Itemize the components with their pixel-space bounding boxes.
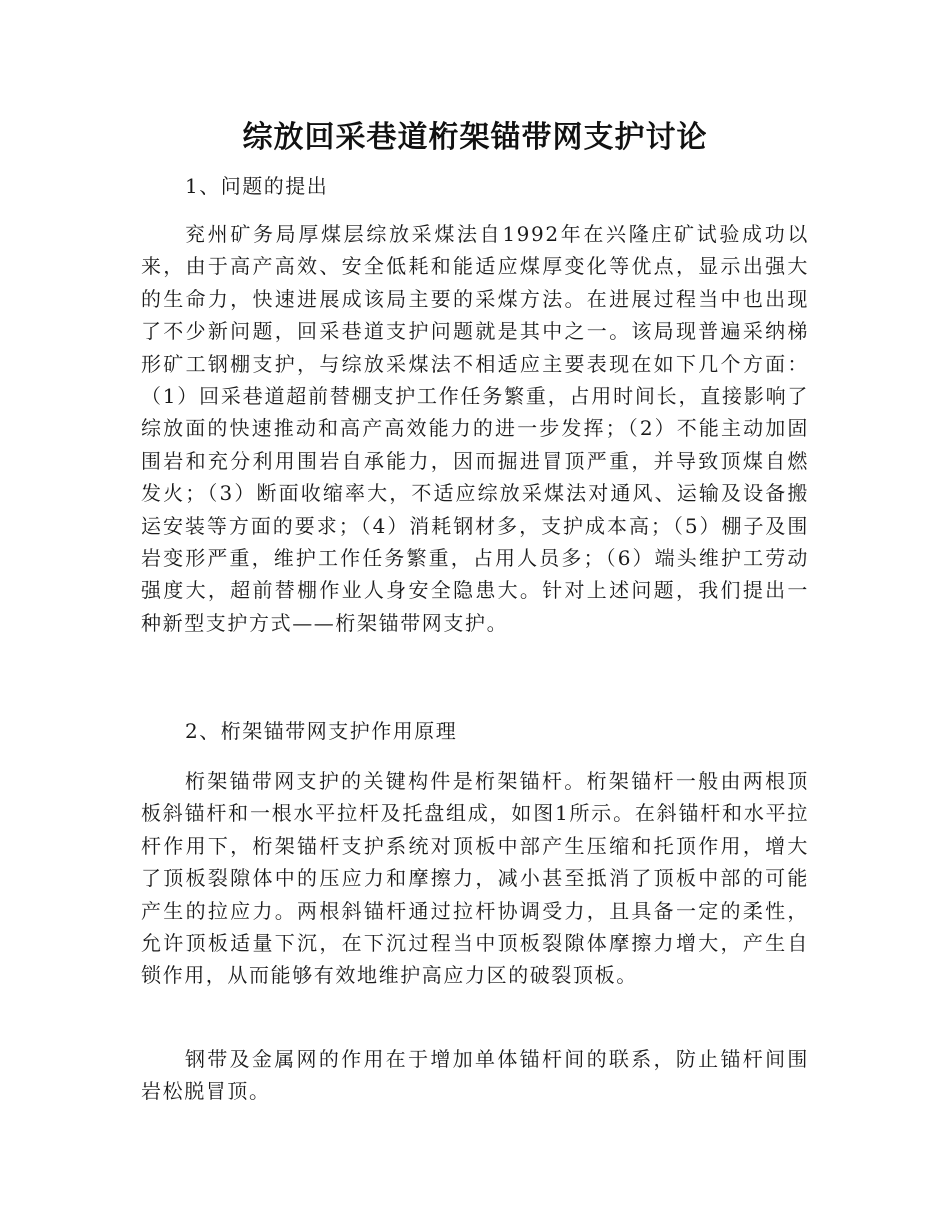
section-1-paragraph: 兖州矿务局厚煤层综放采煤法自1992年在兴隆庄矿试验成功以来，由于高产高效、安全低耗和能适应煤厚变化等优点，显示出强大的生命力，快速进展成该局主要的采煤方法。在进展过程当中也出现了不少新问题，回采巷道支护问题就是其中之一。该局现普遍采纳梯形矿工钢棚支护，与综放采煤法不相适应主要表现在如下几个方面：（1）回采巷道超前替棚支护工作任务繁重，占用时间长，直接影响了综放面的快速推动和高产高效能力的进一步发挥；（2）不能主动加固围岩和充分利用围岩自承能力，因而掘进冒顶严重，并导致顶煤自燃发火；（3）断面收缩率大，不适应综放采煤法对通风、运输及设备搬运安装等方面的要求；（4）消耗钢材多，支护成本高；（5）棚子及围岩变形严重，维护工作任务繁重，占用人员多；（6）端头维护工劳动强度大，超前替棚作业人身安全隐患大。针对上述问题，我们提出一种新型支护方式——桁架锚带网支护。 [141,222,809,635]
document-title: 综放回采巷道桁架锚带网支护讨论 [242,120,708,155]
section-2-paragraph-1: 桁架锚带网支护的关键构件是桁架锚杆。桁架锚杆一般由两根顶板斜锚杆和一根水平拉杆及托盘组成，如图1所示。在斜锚杆和水平拉杆作用下，桁架锚杆支护系统对顶板中部产生压缩和托顶作用，增大了顶板裂隙体中的压应力和摩擦力，减小甚至抵消了顶板中部的可能产生的拉应力。两根斜锚杆通过拉杆协调受力，且具备一定的柔性，允许顶板适量下沉，在下沉过程当中顶板裂隙体摩擦力增大，产生自锁作用，从而能够有效地维护高应力区的破裂顶板。 [141,769,809,988]
section-2-heading: 2、桁架锚带网支护作用原理 [185,719,458,743]
section-1-heading: 1、问题的提出 [185,174,329,198]
section-2-paragraph-2: 钢带及金属网的作用在于增加单体锚杆间的联系，防止锚杆间围岩松脱冒顶。 [141,1047,809,1104]
